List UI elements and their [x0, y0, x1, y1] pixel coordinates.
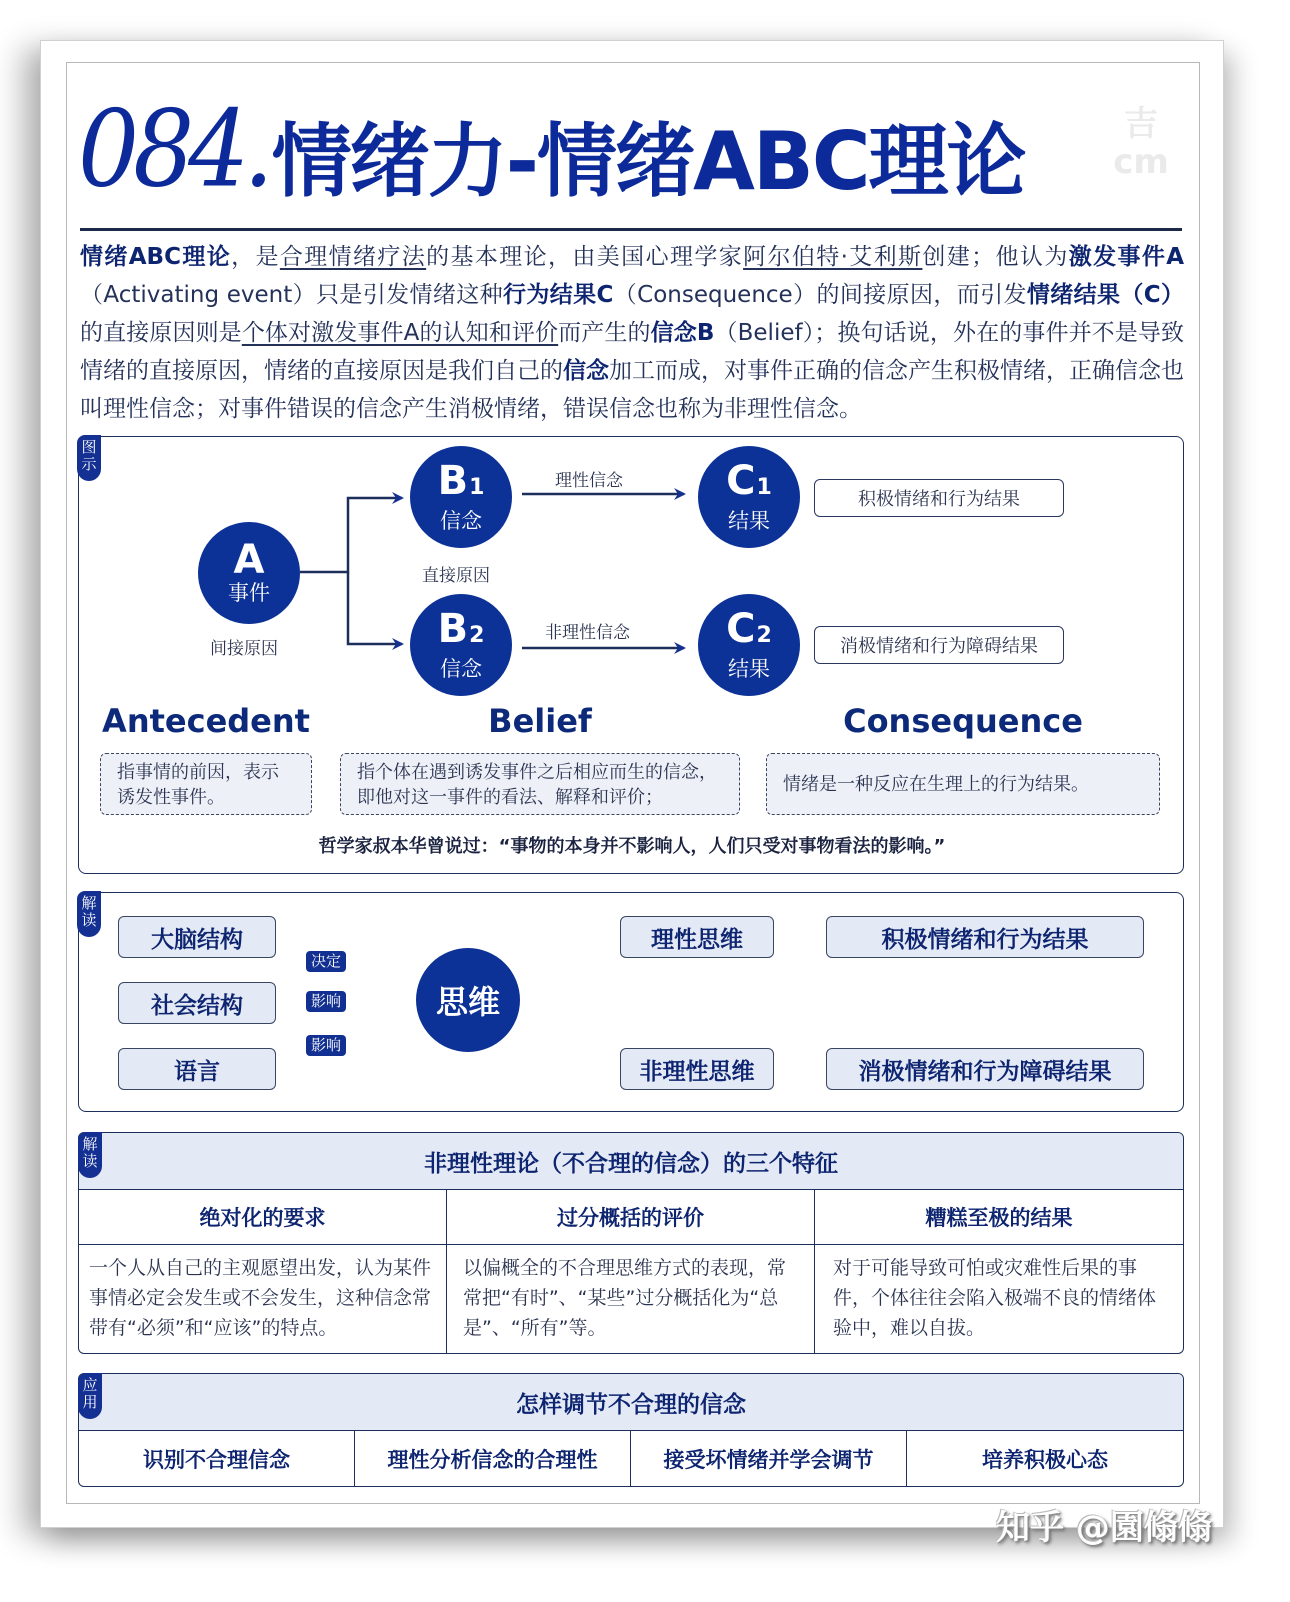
- consequence-desc: 情绪是一种反应在生理上的行为结果。: [766, 753, 1160, 815]
- thinking-center-node: [416, 948, 520, 1052]
- intro-term: 激发事件A: [1068, 244, 1185, 270]
- intro-underline: 阿尔伯特·艾利斯: [743, 244, 923, 270]
- node-b2-belief: [410, 594, 512, 696]
- section-tag: 解读: [77, 891, 101, 937]
- rational-thinking-node: 理性思维: [620, 916, 774, 958]
- node-label: 结果: [728, 508, 770, 533]
- subscript: 2: [469, 622, 485, 648]
- node-letter: [726, 457, 772, 508]
- intro-term: 信念B: [650, 320, 715, 346]
- node-letter: A: [233, 537, 265, 583]
- column-header: 过分概括的评价: [447, 1190, 815, 1244]
- node-c2-consequence: [698, 594, 800, 696]
- edge-label-influence-1: 影响: [306, 991, 346, 1012]
- logo-line-1: 吉: [1124, 104, 1158, 144]
- table-body-row: [79, 1245, 1183, 1354]
- section-tag: 解读: [78, 1132, 102, 1178]
- irrational-features-table: [78, 1132, 1184, 1354]
- intro-term: 信念: [563, 358, 609, 384]
- regulate-beliefs-table: [78, 1373, 1184, 1487]
- node-label: 事件: [228, 581, 270, 605]
- table-header-row: [79, 1190, 1183, 1245]
- schopenhauer-quote: 哲学家叔本华曾说过：“事物的本身并不影响人，人们只受对事物看法的影响。”: [318, 836, 946, 857]
- intro-term: 情绪ABC理论: [80, 244, 232, 270]
- intro-underline: 个体对激发事件A的认知和评价: [241, 320, 559, 346]
- irrational-belief-label: 非理性信念: [545, 623, 630, 643]
- direct-cause-label: 直接原因: [422, 566, 490, 586]
- title-text: 情绪力-情绪ABC理论: [271, 115, 1025, 208]
- letter: C: [726, 605, 756, 652]
- table-cell: 一个人从自己的主观愿望出发，认为某件事情必定会发生或不会发生，这种信念常带有“必须”和“应该”的特点。: [79, 1245, 447, 1354]
- intro-text: （Activating event）只是引发情绪这种: [80, 282, 504, 308]
- node-label: 信念: [440, 508, 482, 533]
- positive-outcome-box: 积极情绪和行为结果: [814, 479, 1064, 517]
- method-item: 理性分析信念的合理性: [355, 1431, 631, 1487]
- belief-desc: 指个体在遇到诱发事件之后相应而生的信念，即他对这一事件的看法、解释和评价；: [340, 753, 740, 815]
- title-number: 084.: [78, 87, 268, 211]
- antecedent-desc: 指事情的前因，表示诱发性事件。: [100, 753, 312, 815]
- subscript: 2: [756, 622, 772, 648]
- node-c1-consequence: [698, 446, 800, 548]
- rational-belief-label: 理性信念: [555, 471, 623, 491]
- negative-outcome-box: 消极情绪和行为障碍结果: [814, 626, 1064, 664]
- method-item: 接受坏情绪并学会调节: [631, 1431, 907, 1487]
- intro-text: （Consequence）的间接原因，而引发: [613, 282, 1027, 308]
- heading-belief: Belief: [488, 702, 592, 740]
- edge-label-determine: 决定: [306, 951, 346, 972]
- section-tag: 应用: [78, 1373, 102, 1419]
- zhihu-watermark: 知乎 @園翛翛: [996, 1508, 1212, 1548]
- node-letter: [726, 605, 772, 656]
- input-language: 语言: [118, 1048, 276, 1090]
- intro-underline: 合理情绪疗法: [279, 244, 427, 270]
- intro-text: 创建；他认为: [922, 244, 1069, 270]
- section-tag: 图示: [77, 435, 101, 481]
- table-cell: 对于可能导致可怕或灾难性后果的事件，个体往往会陷入极端不良的情绪体验中，难以自拔。: [833, 1257, 1157, 1339]
- table-title: 非理性理论（不合理的信念）的三个特征: [79, 1133, 1183, 1190]
- heading-consequence: Consequence: [843, 702, 1083, 740]
- table-cell: 以偏概全的不合理思维方式的表现，常常把“有时”、“某些”过分概括化为“总是”、“所有”等。: [447, 1245, 815, 1354]
- subscript: 1: [756, 474, 772, 500]
- intro-text: 的直接原因则是: [80, 320, 242, 346]
- table-title: 怎样调节不合理的信念: [79, 1374, 1183, 1431]
- intro-text: 而产生的: [558, 320, 651, 346]
- negative-result-node: 消极情绪和行为障碍结果: [826, 1048, 1144, 1090]
- method-item: 识别不合理信念: [79, 1431, 355, 1487]
- intro-text: 加工而成，对事件正确的信念产生积极情绪，正确信念也叫理性信念；对事件错误的信念产生消极情绪，错误信念也称为非理性信念。: [80, 358, 1184, 422]
- indirect-cause-label: 间接原因: [210, 639, 278, 659]
- positive-result-node: 积极情绪和行为结果: [826, 916, 1144, 958]
- letter: C: [726, 457, 756, 504]
- intro-text: （Belief）；换句话说，外在的事件并不是导致情绪的直接原因，情绪的直接原因是我们自己的: [80, 320, 1185, 384]
- letter: B: [437, 457, 469, 504]
- intro-term: 情绪结果（C）: [1026, 282, 1184, 308]
- node-letter: [437, 457, 485, 508]
- column-header: 糟糕至极的结果: [925, 1206, 1073, 1230]
- letter: B: [437, 605, 469, 652]
- logo-line-2: cm: [1113, 142, 1169, 182]
- node-label: 信念: [440, 656, 482, 681]
- column-header: 绝对化的要求: [79, 1190, 447, 1244]
- method-item: 培养积极心态: [982, 1448, 1108, 1472]
- edge-label-influence-2: 影响: [306, 1035, 346, 1056]
- irrational-thinking-node: 非理性思维: [620, 1048, 774, 1090]
- center-label: 思维: [435, 983, 500, 1021]
- subscript: 1: [469, 474, 485, 500]
- table-row: [79, 1431, 1183, 1487]
- node-label: 结果: [728, 656, 770, 681]
- intro-text: 的基本理论，由美国心理学家: [426, 244, 744, 270]
- input-brain-structure: 大脑结构: [118, 916, 276, 958]
- node-a-event: [198, 522, 300, 624]
- node-b1-belief: [410, 446, 512, 548]
- intro-term: 行为结果C: [503, 282, 614, 308]
- intro-text: ，是: [231, 244, 280, 270]
- node-letter: [437, 605, 485, 656]
- heading-antecedent: Antecedent: [102, 702, 310, 740]
- input-social-structure: 社会结构: [118, 982, 276, 1024]
